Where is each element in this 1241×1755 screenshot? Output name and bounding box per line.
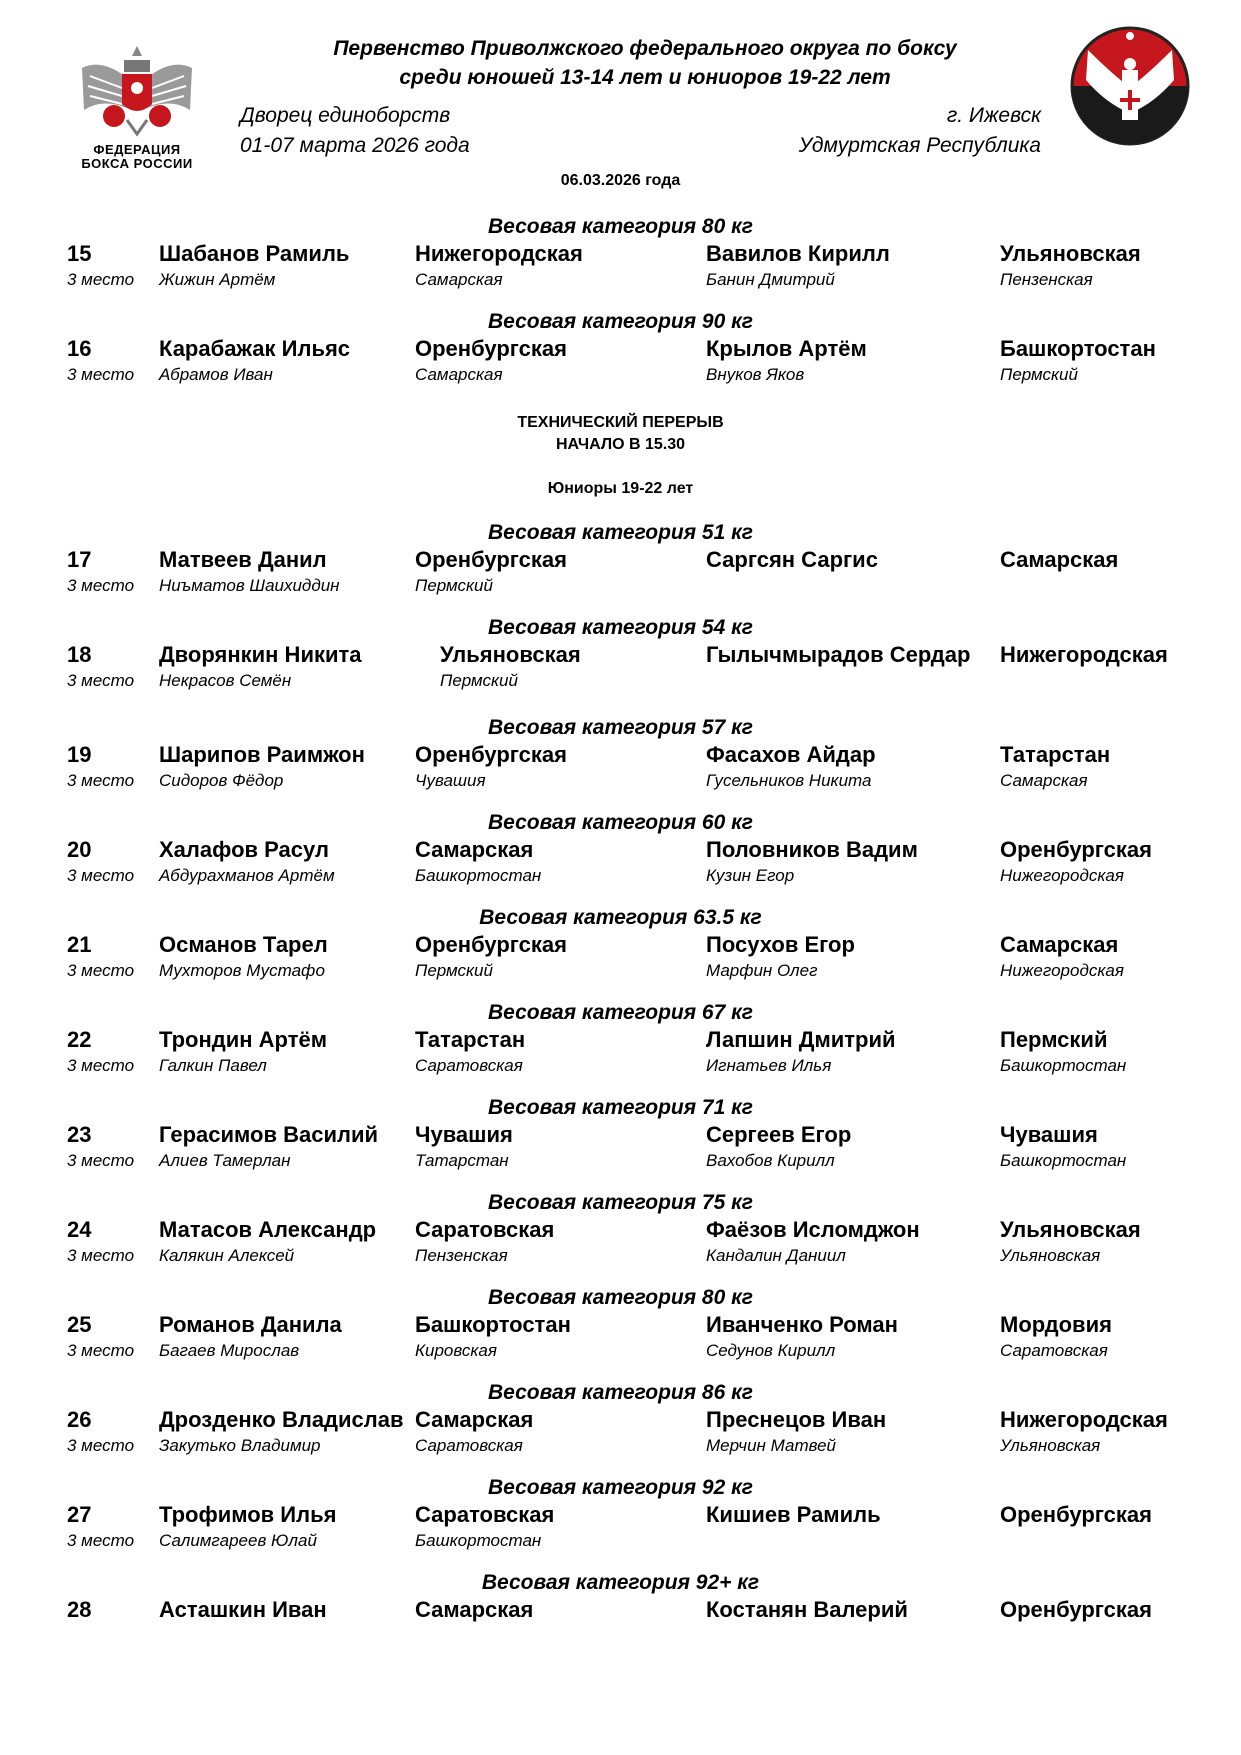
third-place-label: 3 место xyxy=(67,1436,135,1455)
red-corner-boxer: Халафов Расул xyxy=(159,837,329,862)
third-place-region-2: Башкортостан xyxy=(1000,1056,1127,1075)
third-place-label: 3 место xyxy=(67,1246,135,1265)
third-place-boxer-1: Салимгареев Юлай xyxy=(159,1531,317,1550)
blue-corner-boxer: Вавилов Кирилл xyxy=(706,241,890,266)
third-place-boxer-2: Кандалин Даниил xyxy=(706,1246,846,1265)
red-corner-region: Оренбургская xyxy=(415,742,567,767)
blue-corner-boxer: Крылов Артём xyxy=(706,336,867,361)
blue-corner-boxer: Сергеев Егор xyxy=(706,1122,852,1147)
blue-corner-region: Самарская xyxy=(1000,932,1119,957)
third-place-label: 3 место xyxy=(67,576,135,595)
federation-logo xyxy=(72,38,202,171)
red-corner-boxer: Герасимов Василий xyxy=(159,1122,378,1147)
blue-corner-boxer: Саргсян Саргис xyxy=(706,547,878,572)
weight-category: Весовая категория 86 кг xyxy=(488,1381,753,1404)
third-place-region-2: Пермский xyxy=(1000,365,1078,384)
third-place-region-2: Башкортостан xyxy=(1000,1151,1127,1170)
third-place-boxer-2: Кузин Егор xyxy=(706,866,795,885)
blue-corner-region: Нижегородская xyxy=(1000,1407,1168,1432)
blue-corner-region: Чувашия xyxy=(1000,1122,1098,1147)
bout-number: 15 xyxy=(67,241,92,266)
red-corner-boxer: Дворянкин Никита xyxy=(159,642,362,667)
third-place-region-1: Татарстан xyxy=(415,1151,509,1170)
third-place-boxer-2: Гусельников Никита xyxy=(706,771,872,790)
red-corner-region: Самарская xyxy=(415,1407,534,1432)
third-place-region-1: Пензенская xyxy=(415,1246,508,1265)
third-place-boxer-1: Жижин Артём xyxy=(159,270,276,289)
third-place-label: 3 место xyxy=(67,270,135,289)
blue-corner-region: Татарстан xyxy=(1000,742,1111,767)
red-corner-region: Оренбургская xyxy=(415,336,567,361)
weight-category: Весовая категория 80 кг xyxy=(488,215,753,238)
third-place-boxer-2: Вахобов Кирилл xyxy=(706,1151,835,1170)
third-place-boxer-1: Алиев Тамерлан xyxy=(159,1151,291,1170)
red-corner-region: Саратовская xyxy=(415,1217,555,1242)
bout-number: 26 xyxy=(67,1407,92,1432)
bout-number: 17 xyxy=(67,547,92,572)
weight-category: Весовая категория 51 кг xyxy=(488,521,753,544)
third-place-boxer-2: Банин Дмитрий xyxy=(706,270,835,289)
third-place-boxer-2: Марфин Олег xyxy=(706,961,818,980)
third-place-boxer-1: Ниъматов Шаихиддин xyxy=(159,576,340,595)
weight-category: Весовая категория 54 кг xyxy=(488,616,753,639)
third-place-region-2: Саратовская xyxy=(1000,1341,1108,1360)
day-date: 06.03.2026 года xyxy=(560,172,681,189)
blue-corner-region: Мордовия xyxy=(1000,1312,1112,1337)
third-place-region-1: Самарская xyxy=(415,270,503,289)
bout-number: 21 xyxy=(67,932,92,957)
red-corner-region: Оренбургская xyxy=(415,547,567,572)
third-place-label: 3 место xyxy=(67,1341,135,1360)
blue-corner-boxer: Фаёзов Исломджон xyxy=(706,1217,920,1242)
red-corner-boxer: Османов Тарел xyxy=(159,932,328,957)
udmurtia-emblem xyxy=(1068,20,1193,150)
red-corner-boxer: Трофимов Илья xyxy=(159,1502,337,1527)
city: г. Ижевск xyxy=(946,104,1041,127)
blue-corner-region: Ульяновская xyxy=(1000,1217,1141,1242)
third-place-label: 3 место xyxy=(67,771,135,790)
third-place-label: 3 место xyxy=(67,1151,135,1170)
red-corner-boxer: Матвеев Данил xyxy=(159,547,327,572)
bout-number: 16 xyxy=(67,336,92,361)
third-place-boxer-2: Мерчин Матвей xyxy=(706,1436,837,1455)
event-dates: 01-07 марта 2026 года xyxy=(240,134,470,157)
third-place-label: 3 место xyxy=(67,1531,135,1550)
third-place-label: 3 место xyxy=(67,866,135,885)
red-corner-region: Чувашия xyxy=(415,1122,513,1147)
weight-category: Весовая категория 92+ кг xyxy=(481,1571,760,1594)
blue-corner-boxer: Преснецов Иван xyxy=(706,1407,887,1432)
third-place-boxer-1: Багаев Мирослав xyxy=(159,1341,300,1360)
blue-corner-region: Башкортостан xyxy=(1000,336,1156,361)
blue-corner-region: Нижегородская xyxy=(1000,642,1168,667)
third-place-boxer-1: Абрамов Иван xyxy=(159,365,273,384)
region: Удмуртская Республика xyxy=(798,134,1041,157)
bout-number: 22 xyxy=(67,1027,92,1052)
blue-corner-region: Оренбургская xyxy=(1000,1597,1152,1622)
blue-corner-region: Оренбургская xyxy=(1000,1502,1152,1527)
bout-number: 24 xyxy=(67,1217,92,1242)
third-place-region-1: Башкортостан xyxy=(415,1531,542,1550)
third-place-boxer-1: Мухторов Мустафо xyxy=(159,961,325,980)
third-place-label: 3 место xyxy=(67,365,135,384)
third-place-region-2: Ульяновская xyxy=(1000,1246,1101,1265)
third-place-region-1: Саратовская xyxy=(415,1436,523,1455)
red-corner-boxer: Шабанов Рамиль xyxy=(159,241,350,266)
red-corner-boxer: Трондин Артём xyxy=(159,1027,327,1052)
blue-corner-region: Оренбургская xyxy=(1000,837,1152,862)
blue-corner-boxer: Посухов Егор xyxy=(706,932,855,957)
weight-category: Весовая категория 75 кг xyxy=(488,1191,753,1214)
red-corner-boxer: Дрозденко Владислав xyxy=(159,1407,404,1432)
blue-corner-boxer: Гылычмырадов Сердар xyxy=(706,642,971,667)
third-place-boxer-2: Седунов Кирилл xyxy=(706,1341,836,1360)
bout-number: 18 xyxy=(67,642,92,667)
bout-number: 25 xyxy=(67,1312,92,1337)
bout-number: 23 xyxy=(67,1122,92,1147)
third-place-label: 3 место xyxy=(67,671,135,690)
third-place-region-1: Пермский xyxy=(415,576,493,595)
blue-corner-boxer: Лапшин Дмитрий xyxy=(706,1027,896,1052)
blue-corner-boxer: Половников Вадим xyxy=(706,837,918,862)
third-place-boxer-1: Абдурахманов Артём xyxy=(159,866,335,885)
third-place-region-1: Чувашия xyxy=(415,771,486,790)
third-place-boxer-1: Сидоров Фёдор xyxy=(159,771,284,790)
venue: Дворец единоборств xyxy=(240,104,451,127)
third-place-region-2: Ульяновская xyxy=(1000,1436,1101,1455)
blue-corner-boxer: Фасахов Айдар xyxy=(706,742,876,767)
weight-category: Весовая категория 92 кг xyxy=(488,1476,753,1499)
weight-category: Весовая категория 80 кг xyxy=(488,1286,753,1309)
red-corner-region: Саратовская xyxy=(415,1502,555,1527)
third-place-region-1: Пермский xyxy=(440,671,518,690)
red-corner-boxer: Карабажак Ильяс xyxy=(159,336,351,361)
third-place-boxer-1: Некрасов Семён xyxy=(159,671,292,690)
red-corner-boxer: Шарипов Раимжон xyxy=(159,742,365,767)
red-corner-region: Нижегородская xyxy=(415,241,583,266)
third-place-region-2: Нижегородская xyxy=(1000,866,1124,885)
red-corner-region: Самарская xyxy=(415,837,534,862)
blue-corner-boxer: Костанян Валерий xyxy=(706,1597,908,1622)
blue-corner-region: Самарская xyxy=(1000,547,1119,572)
third-place-label: 3 место xyxy=(67,1056,135,1075)
blue-corner-region: Пермский xyxy=(1000,1027,1108,1052)
federation-logo-caption: ФЕДЕРАЦИЯ БОКСА РОССИИ xyxy=(81,142,193,171)
red-corner-boxer: Романов Данила xyxy=(159,1312,342,1337)
break-notice: ТЕХНИЧЕСКИЙ ПЕРЕРЫВ НАЧАЛО В 15.30 xyxy=(517,414,724,453)
weight-category: Весовая категория 60 кг xyxy=(488,811,753,834)
group-title: Юниоры 19-22 лет xyxy=(547,480,694,497)
weight-category: Весовая категория 57 кг xyxy=(488,716,753,739)
weight-category: Весовая категория 63.5 кг xyxy=(479,906,762,929)
document-title: Первенство Приволжского федерального округа по боксу среди юношей 13-14 лет и юниоров 19-22 лет xyxy=(333,37,957,89)
third-place-region-1: Саратовская xyxy=(415,1056,523,1075)
red-corner-region: Оренбургская xyxy=(415,932,567,957)
red-corner-boxer: Асташкин Иван xyxy=(159,1597,327,1622)
weight-category: Весовая категория 71 кг xyxy=(488,1096,753,1119)
bout-number: 19 xyxy=(67,742,92,767)
red-corner-region: Татарстан xyxy=(415,1027,526,1052)
third-place-boxer-1: Закутько Владимир xyxy=(159,1436,321,1455)
blue-corner-boxer: Кишиев Рамиль xyxy=(706,1502,881,1527)
third-place-boxer-1: Калякин Алексей xyxy=(159,1246,295,1265)
third-place-region-2: Пензенская xyxy=(1000,270,1093,289)
red-corner-region: Ульяновская xyxy=(440,642,581,667)
third-place-region-2: Нижегородская xyxy=(1000,961,1124,980)
third-place-region-1: Башкортостан xyxy=(415,866,542,885)
bout-number: 28 xyxy=(67,1597,92,1622)
red-corner-region: Башкортостан xyxy=(415,1312,571,1337)
third-place-region-1: Пермский xyxy=(415,961,493,980)
eagle-emblem-icon xyxy=(72,38,202,138)
blue-corner-region: Ульяновская xyxy=(1000,241,1141,266)
blue-corner-boxer: Иванченко Роман xyxy=(706,1312,898,1337)
udmurtia-coat-of-arms-icon xyxy=(1068,20,1193,150)
third-place-boxer-2: Игнатьев Илья xyxy=(706,1056,832,1075)
weight-category: Весовая категория 90 кг xyxy=(488,310,753,333)
third-place-label: 3 место xyxy=(67,961,135,980)
red-corner-region: Самарская xyxy=(415,1597,534,1622)
third-place-region-1: Кировская xyxy=(415,1341,497,1360)
third-place-region-1: Самарская xyxy=(415,365,503,384)
third-place-region-2: Самарская xyxy=(1000,771,1088,790)
bout-number: 20 xyxy=(67,837,92,862)
bout-number: 27 xyxy=(67,1502,92,1527)
red-corner-boxer: Матасов Александр xyxy=(159,1217,377,1242)
third-place-boxer-2: Внуков Яков xyxy=(706,365,805,384)
weight-category: Весовая категория 67 кг xyxy=(488,1001,753,1024)
third-place-boxer-1: Галкин Павел xyxy=(159,1056,267,1075)
